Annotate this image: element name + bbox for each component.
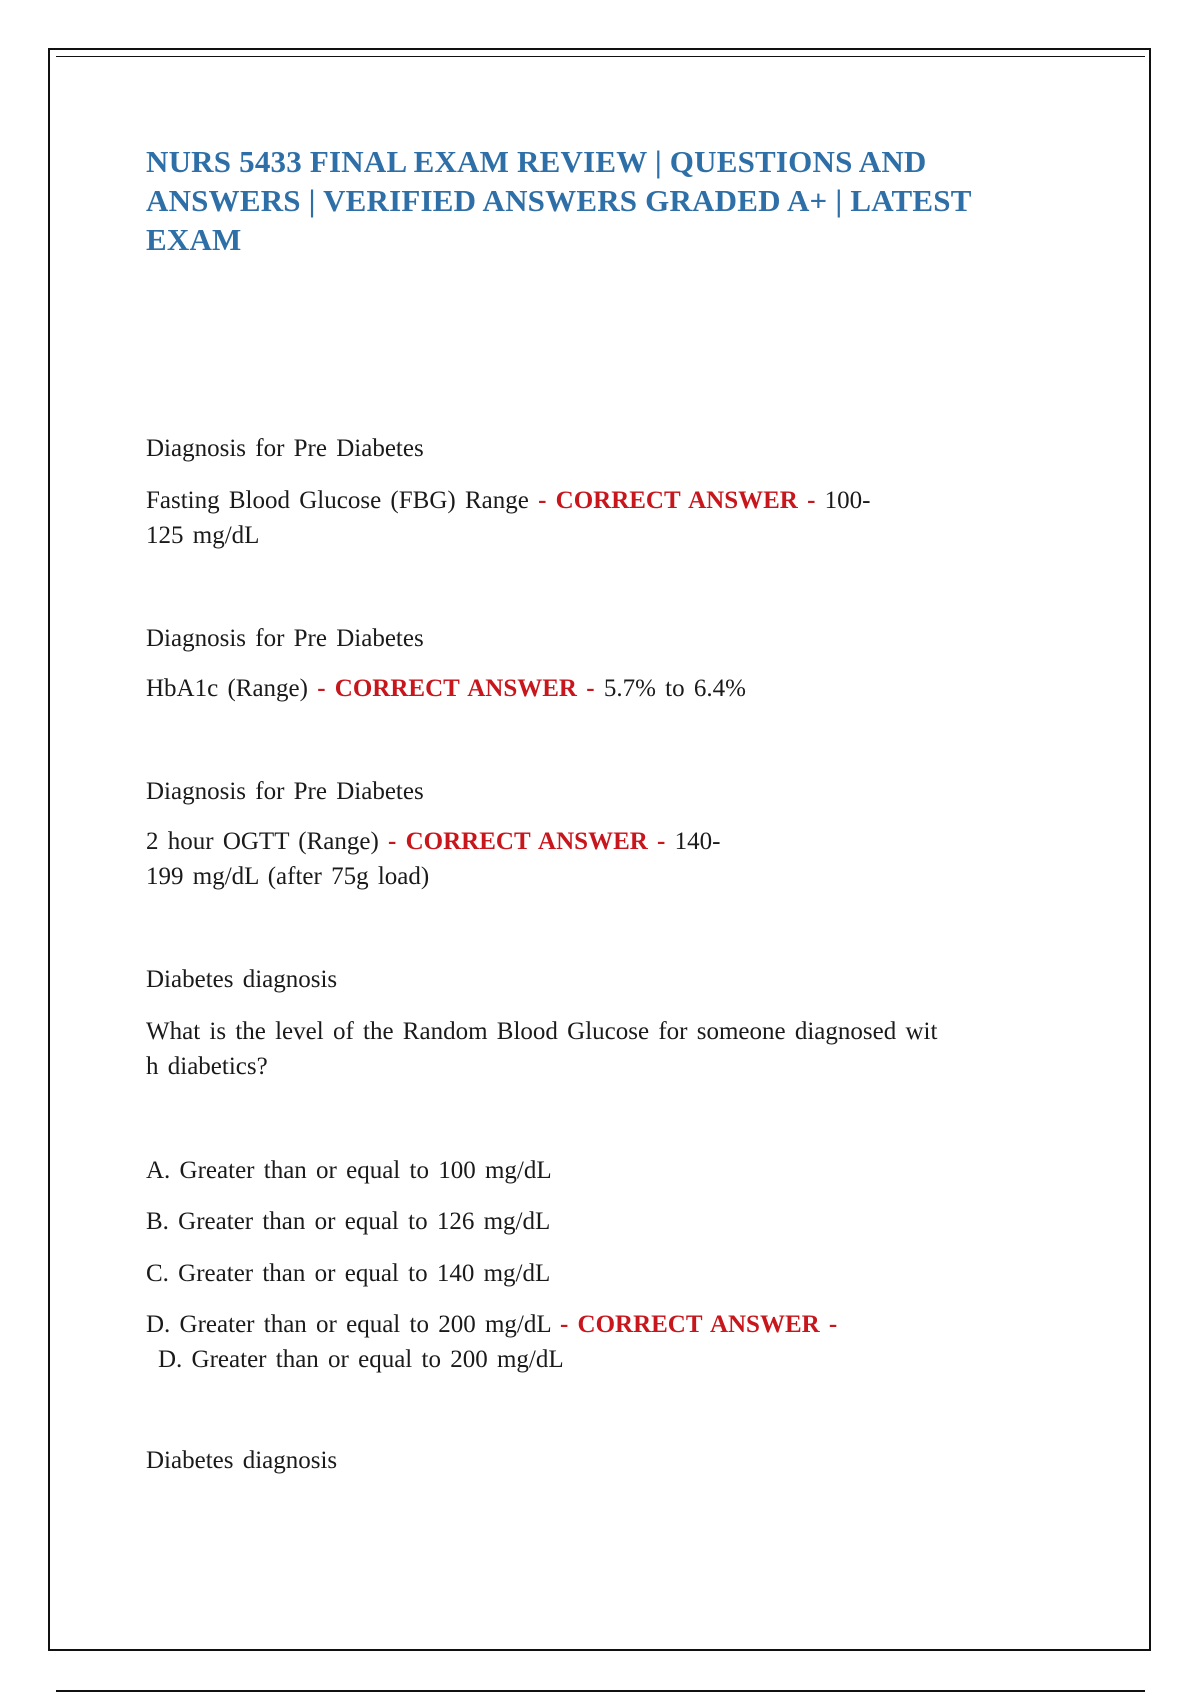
topic-text: Diagnosis for Pre Diabetes (146, 625, 424, 652)
qa-topic (146, 1443, 1076, 1478)
page-border-inner-rule (56, 56, 1145, 57)
question-text: Fasting Blood Glucose (FBG) Range (146, 487, 529, 514)
topic-text: Diagnosis for Pre Diabetes (146, 778, 424, 805)
answer-text: D. Greater than or equal to 200 mg/dL (158, 1346, 564, 1373)
topic-text: Diabetes diagnosis (146, 966, 338, 993)
qa-item (146, 1014, 1076, 1084)
correct-answer-marker: - CORRECT ANSWER - (388, 828, 666, 855)
qa-item (146, 483, 1076, 553)
answer-continuation: 125 mg/dL (146, 522, 260, 549)
correct-answer-marker: - CORRECT ANSWER - (559, 1311, 838, 1338)
footer-rule (56, 1690, 1145, 1692)
qa-item (146, 824, 1076, 894)
answer-option (146, 1153, 1076, 1188)
option-text: C. Greater than or equal to 140 mg/dL (146, 1260, 551, 1287)
answer-option (146, 1256, 1076, 1291)
title-line: NURS 5433 FINAL EXAM REVIEW | QUESTIONS AND (146, 144, 927, 179)
correct-answer-marker: - CORRECT ANSWER - (538, 487, 816, 514)
qa-topic (146, 962, 1076, 997)
answer-text: 100- (824, 487, 871, 514)
qa-topic (146, 431, 1076, 466)
correct-answer-marker: - CORRECT ANSWER - (317, 675, 595, 702)
title-line: EXAM (146, 222, 242, 257)
qa-item (146, 671, 1076, 706)
option-text: D. Greater than or equal to 200 mg/dL (146, 1311, 551, 1338)
question-line: What is the level of the Random Blood Glucose for someone diagnosed wit (146, 1018, 938, 1045)
question-line (146, 824, 1076, 859)
question-continuation: h diabetics? (146, 1053, 268, 1080)
answer-continuation: 199 mg/dL (after 75g load) (146, 863, 430, 890)
answer-option (146, 1204, 1076, 1239)
option-line (146, 1307, 1076, 1342)
option-text: B. Greater than or equal to 126 mg/dL (146, 1208, 551, 1235)
title-line: ANSWERS | VERIFIED ANSWERS GRADED A+ | LATEST (146, 183, 972, 218)
answer-text: 140- (674, 828, 721, 855)
question-line (146, 483, 1076, 518)
document-title (146, 142, 1066, 259)
option-text: A. Greater than or equal to 100 mg/dL (146, 1157, 552, 1184)
answer-text: 5.7% to 6.4% (603, 675, 746, 702)
topic-text: Diagnosis for Pre Diabetes (146, 435, 424, 462)
qa-topic (146, 774, 1076, 809)
question-text: 2 hour OGTT (Range) (146, 828, 379, 855)
qa-topic (146, 621, 1076, 656)
answer-option (146, 1307, 1076, 1377)
question-text: HbA1c (Range) (146, 675, 308, 702)
question-line (146, 671, 1076, 706)
topic-text: Diabetes diagnosis (146, 1447, 338, 1474)
